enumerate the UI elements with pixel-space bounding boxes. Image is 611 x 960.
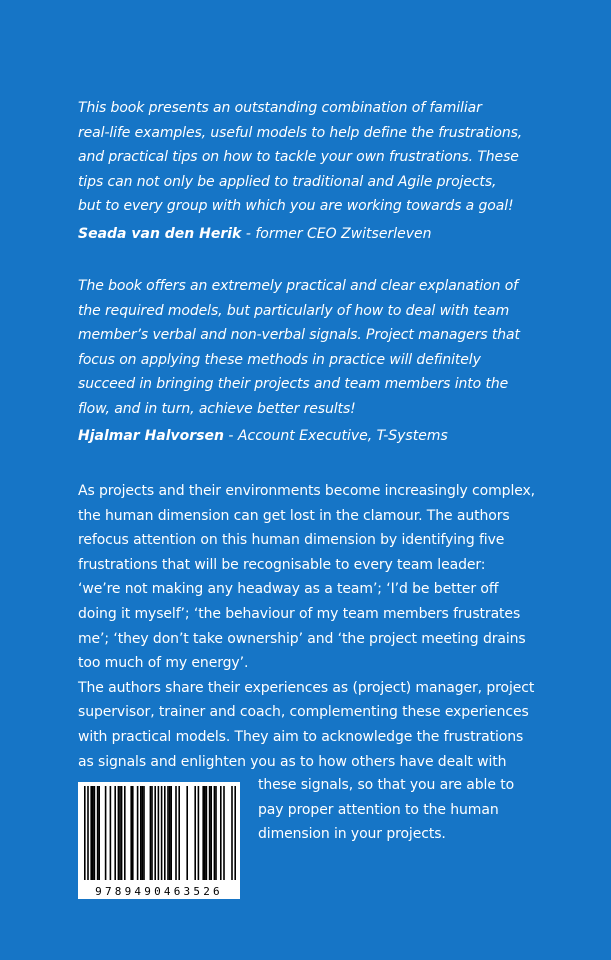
quote-line: real-life examples, useful models to help define the frustrations, <box>78 124 523 141</box>
description-line: doing it myself’; ‘the behaviour of my team members frustrates <box>78 605 521 622</box>
barcode-bar <box>151 786 153 880</box>
quote-line: succeed in bringing their projects and team members into the <box>78 376 509 392</box>
quote-line: focus on applying these methods in practice will definitely <box>78 351 481 368</box>
barcode-bar <box>186 786 188 880</box>
barcode-bar <box>84 786 86 880</box>
barcode-bar <box>124 786 126 880</box>
barcode-bar <box>154 786 156 880</box>
quote-line: but to every group with which you are working towards a goal! <box>78 198 514 214</box>
quote-line: The book offers an extremely practical and clear explanation of <box>78 278 518 294</box>
barcode-bar <box>214 786 216 880</box>
book-description <box>78 479 548 774</box>
barcode-bar <box>194 786 196 880</box>
description-line: as signals and enlighten you as to how others have dealt with <box>78 753 507 770</box>
barcode-bar <box>231 786 233 880</box>
barcode-bar <box>105 786 107 880</box>
barcode-bar <box>150 786 152 880</box>
barcode-bar <box>220 786 222 880</box>
description-line: dimension in your projects. <box>258 826 446 843</box>
description-line: As projects and their environments become increasingly complex, <box>78 483 536 499</box>
description-line: these signals, so that you are able to <box>258 777 515 793</box>
barcode-bar <box>209 786 211 880</box>
description-line: The authors share their experiences as (project) manager, project <box>78 679 535 696</box>
quote-2 <box>78 274 548 446</box>
quote-2-attribution <box>78 426 548 446</box>
quote-1-author: Seada van den Herik <box>78 225 242 242</box>
barcode-bar <box>98 786 100 880</box>
barcode-bar <box>161 786 163 880</box>
quote-2-text <box>78 274 548 421</box>
quote-line: the required models, but particularly of how to deal with team <box>78 302 510 319</box>
description-line: refocus attention on this human dimension by identifying five <box>78 532 505 549</box>
description-paragraph-1 <box>78 479 548 676</box>
description-line: with practical models. They aim to acknowledge the frustrations <box>78 728 524 745</box>
quote-line: and practical tips on how to tackle your own frustrations. These <box>78 149 519 165</box>
barcode-bar <box>130 786 132 880</box>
description-paragraph-2-continued <box>258 773 548 847</box>
quote-line: tips can not only be applied to traditional and Agile projects, <box>78 173 497 190</box>
description-line: frustrations that will be recognisable to every team leader: <box>78 556 486 573</box>
barcode-bar <box>114 786 116 880</box>
barcode-bar <box>215 786 217 880</box>
barcode-bar <box>210 786 212 880</box>
barcode-bar <box>143 786 145 880</box>
barcode-bar <box>92 786 94 880</box>
barcode-bar <box>178 786 180 880</box>
barcode-bar <box>118 786 120 880</box>
barcode-bar <box>119 786 121 880</box>
barcode-bar <box>204 786 206 880</box>
barcode-bar <box>206 786 208 880</box>
description-wrapped-lines <box>258 773 548 847</box>
quote-1-attribution <box>78 224 548 244</box>
quote-line: This book presents an outstanding combination of familiar <box>78 100 482 116</box>
barcode-bars <box>78 782 240 886</box>
barcode-bar <box>202 786 204 880</box>
barcode-bar <box>198 786 200 880</box>
barcode-bar <box>140 786 142 880</box>
barcode-bar <box>170 786 172 880</box>
quote-1 <box>78 96 548 244</box>
barcode-bar <box>87 786 89 880</box>
barcode-bar <box>167 786 169 880</box>
quote-1-role: - former CEO Zwitserleven <box>241 225 432 242</box>
barcode-bar <box>121 786 123 880</box>
quote-2-author: Hjalmar Halvorsen <box>78 428 224 444</box>
barcode-bar <box>142 786 144 880</box>
barcode-bar <box>110 786 112 880</box>
description-line: pay proper attention to the human <box>258 801 499 818</box>
barcode-bar <box>169 786 171 880</box>
description-line: me’; ‘they don’t take ownership’ and ‘the project meeting drains <box>78 630 526 647</box>
barcode-bar <box>132 786 134 880</box>
barcode-bar <box>90 786 92 880</box>
barcode-bar <box>164 786 166 880</box>
barcode-bar <box>137 786 139 880</box>
isbn-barcode <box>78 782 240 899</box>
description-line: supervisor, trainer and coach, complementing these experiences <box>78 704 529 721</box>
quote-2-role: - Account Executive, T-Systems <box>223 428 448 444</box>
barcode-bar <box>175 786 177 880</box>
barcode-bar <box>94 786 96 880</box>
quote-1-text <box>78 96 548 219</box>
description-line: too much of my energy’. <box>78 655 249 672</box>
quote-line: member’s verbal and non-verbal signals. Project managers that <box>78 327 520 343</box>
description-line: ‘we’re not making any headway as a team’; ‘I’d be better off <box>78 581 499 598</box>
description-line: the human dimension can get lost in the clamour. The authors <box>78 507 510 524</box>
barcode-bar <box>158 786 160 880</box>
barcode-bar <box>223 786 225 880</box>
barcode-bar <box>97 786 99 880</box>
isbn-number: 9789490463526 <box>78 885 240 898</box>
barcode-bar <box>234 786 236 880</box>
description-paragraph-2 <box>78 676 548 774</box>
quote-line: flow, and in turn, achieve better results! <box>78 400 356 417</box>
